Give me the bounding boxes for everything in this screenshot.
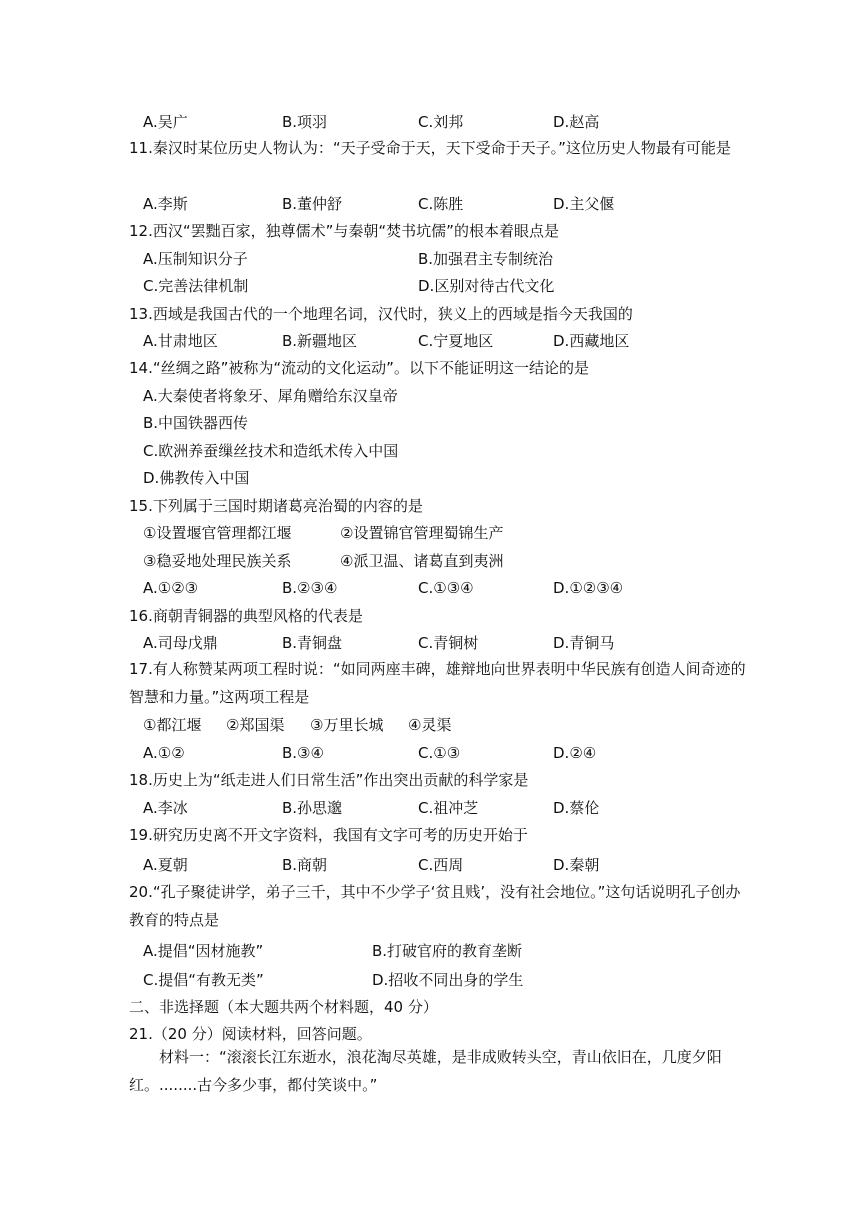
q19-stem: 19.研究历史离不开文字资料，我国有文字可考的历史开始于 [129,826,528,844]
q15-item-1: ①设置堰官管理都江堰 [143,524,292,542]
q15-item-2: ②设置锦官管理蜀锦生产 [340,524,504,542]
section-2-heading: 二、非选择题（本大题共两个材料题，40 分） [129,998,438,1016]
q15-option-b: B.②③④ [282,579,338,597]
q12-option-b: B.加强君主专制统治 [418,250,554,268]
q18-option-a: A.李冰 [143,799,188,817]
q15-option-c: C.①③④ [418,579,474,597]
q11-option-c: C.陈胜 [418,195,464,213]
q13-option-c: C.宁夏地区 [418,332,494,350]
q19-option-d: D.秦朝 [553,856,600,874]
q18-option-c: C.祖冲芝 [418,799,479,817]
q13-option-b: B.新疆地区 [282,332,358,350]
q15-option-a: A.①②③ [143,579,199,597]
q12-option-c: C.完善法律机制 [143,277,249,295]
q18-stem: 18.历史上为“纸走进人们日常生活”作出突出贡献的科学家是 [129,771,529,789]
q16-option-d: D.青铜马 [553,634,615,652]
q15-item-3: ③稳妥地处理民族关系 [143,552,292,570]
q16-option-a: A.司母戊鼎 [143,634,218,652]
q14-option-d: D.佛教传入中国 [143,469,250,487]
q21-material-1: 材料一：“滚滚长江东逝水，浪花淘尽英雄，是非成败转头空，青山依旧在，几度夕阳红。........古今多少事，都付笑谈中。” [129,1048,722,1094]
q11-option-d: D.主父偃 [553,195,615,213]
q17-stem: 17.有人称赞某两项工程时说：“如同两座丰碑，雄辩地向世界表明中华民族有创造人间奇迹的智慧和力量。”这两项工程是 [129,660,746,706]
q13-option-d: D.西藏地区 [553,332,630,350]
q20-option-a: A.提倡“因材施教” [143,942,264,960]
q19-option-b: B.商朝 [282,856,328,874]
q16-stem: 16.商朝青铜器的典型风格的代表是 [129,607,363,625]
q19-option-c: C.西周 [418,856,464,874]
q10-option-d: D.赵高 [553,113,600,131]
q18-option-d: D.蔡伦 [553,799,600,817]
q17-item-2: ②郑国渠 [226,716,285,734]
q14-option-c: C.欧洲养蚕缫丝技术和造纸术传入中国 [143,442,399,460]
q20-option-c: C.提倡“有教无类” [143,971,264,989]
q20-stem: 20.“孔子聚徒讲学，弟子三千，其中不少学子‘贫且贱’，没有社会地位。”这句话说明孔子创办教育的特点是 [129,883,741,929]
q16-option-c: C.青铜树 [418,634,479,652]
q11-option-a: A.李斯 [143,195,188,213]
q21-stem: 21.（20 分）阅读材料，回答问题。 [129,1025,372,1043]
q10-option-a: A.吴广 [143,113,188,131]
q12-option-a: A.压制知识分子 [143,250,248,268]
q15-option-d: D.①②③④ [553,579,624,597]
q17-option-a: A.①② [143,744,185,762]
q10-option-c: C.刘邦 [418,113,464,131]
q17-item-4: ④灵渠 [408,716,452,734]
q13-option-a: A.甘肃地区 [143,332,218,350]
q10-option-b: B.项羽 [282,113,328,131]
q14-option-a: A.大秦使者将象牙、犀角赠给东汉皇帝 [143,387,398,405]
q12-stem: 12.西汉“罢黜百家，独尊儒术”与秦朝“焚书坑儒”的根本着眼点是 [129,222,559,240]
q14-option-b: B.中国铁器西传 [143,414,249,432]
q15-stem: 15.下列属于三国时期诸葛亮治蜀的内容的是 [129,497,423,515]
q14-stem: 14.“丝绸之路”被称为“流动的文化运动”。以下不能证明这一结论的是 [129,359,589,377]
q13-stem: 13.西域是我国古代的一个地理名词，汉代时，狭义上的西域是指今天我国的 [129,305,633,323]
q12-option-d: D.区别对待古代文化 [418,277,555,295]
q17-option-d: D.②④ [553,744,597,762]
q19-option-a: A.夏朝 [143,856,188,874]
q11-stem: 11.秦汉时某位历史人物认为：“天子受命于天，天下受命于天子。”这位历史人物最有可能是 [129,139,731,157]
q20-option-d: D.招收不同出身的学生 [372,971,524,989]
q18-option-b: B.孙思邈 [282,799,343,817]
q20-option-b: B.打破官府的教育垄断 [372,942,523,960]
q17-option-c: C.①③ [418,744,461,762]
q15-item-4: ④派卫温、诸葛直到夷洲 [340,552,504,570]
q11-option-b: B.董仲舒 [282,195,343,213]
q16-option-b: B.青铜盘 [282,634,343,652]
q17-item-3: ③万里长城 [310,716,384,734]
q17-option-b: B.③④ [282,744,324,762]
q17-item-1: ①都江堰 [143,716,202,734]
